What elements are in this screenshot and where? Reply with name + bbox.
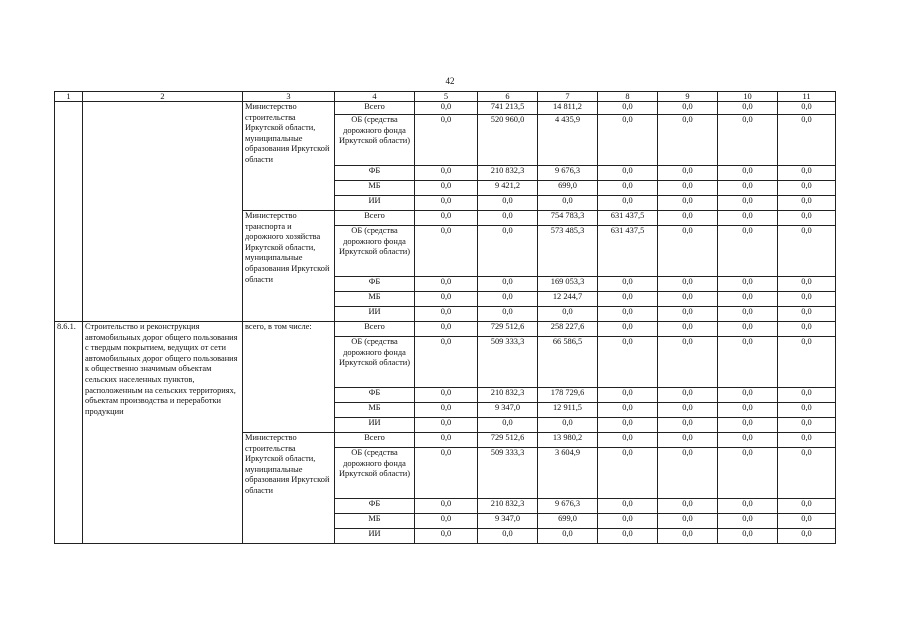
source-cell: Всего [335,102,415,115]
value-cell: 13 980,2 [538,433,598,448]
value-cell: 210 832,3 [478,388,538,403]
value-cell: 4 435,9 [538,115,598,166]
value-cell: 0,0 [415,166,478,181]
value-cell: 0,0 [778,196,836,211]
value-cell: 0,0 [598,181,658,196]
source-cell: ОБ (средства дорожного фонда Иркутской области) [335,226,415,277]
value-cell: 0,0 [658,529,718,544]
source-cell: ОБ (средства дорожного фонда Иркутской области) [335,115,415,166]
item-number-cell [55,102,83,322]
value-cell: 0,0 [538,529,598,544]
item-number-cell: 8.6.1. [55,322,83,544]
value-cell: 0,0 [415,292,478,307]
value-cell: 509 333,3 [478,337,538,388]
value-cell: 0,0 [598,166,658,181]
value-cell: 0,0 [658,514,718,529]
source-cell: МБ [335,181,415,196]
value-cell: 12 244,7 [538,292,598,307]
value-cell: 0,0 [718,166,778,181]
value-cell: 0,0 [778,166,836,181]
source-cell: ОБ (средства дорожного фонда Иркутской области) [335,448,415,499]
value-cell: 0,0 [718,115,778,166]
header-cell: 9 [658,92,718,102]
value-cell: 0,0 [538,307,598,322]
header-cell: 3 [243,92,335,102]
value-cell: 0,0 [658,337,718,388]
value-cell: 754 783,3 [538,211,598,226]
value-cell: 12 911,5 [538,403,598,418]
value-cell: 0,0 [718,307,778,322]
value-cell: 0,0 [778,181,836,196]
value-cell: 0,0 [658,181,718,196]
value-cell: 0,0 [778,499,836,514]
value-cell: 0,0 [478,529,538,544]
source-cell: ИИ [335,307,415,322]
value-cell: 9 347,0 [478,403,538,418]
header-cell: 2 [83,92,243,102]
value-cell: 0,0 [658,307,718,322]
value-cell: 0,0 [598,388,658,403]
value-cell: 0,0 [718,292,778,307]
value-cell: 210 832,3 [478,166,538,181]
source-cell: МБ [335,514,415,529]
value-cell: 0,0 [718,433,778,448]
value-cell: 0,0 [658,403,718,418]
value-cell: 0,0 [718,403,778,418]
funding-table [54,91,836,544]
value-cell: 0,0 [658,226,718,277]
value-cell: 0,0 [658,102,718,115]
value-cell: 0,0 [778,115,836,166]
value-cell: 0,0 [778,418,836,433]
value-cell: 0,0 [598,433,658,448]
value-cell: 9 347,0 [478,514,538,529]
value-cell: 0,0 [778,403,836,418]
item-name-cell: Строительство и реконструкция автомобильных дорог общего пользования с твердым покрытием, ведущих от сети автомобильных дорог общего пользования к общественно значимым объектам сельских населенных пунктов, расположенным на сельских территориях, объектам производства и переработки продукции [83,322,243,544]
value-cell: 0,0 [415,529,478,544]
value-cell: 0,0 [718,499,778,514]
source-cell: ФБ [335,499,415,514]
source-cell: МБ [335,403,415,418]
value-cell: 699,0 [538,181,598,196]
value-cell: 0,0 [718,322,778,337]
value-cell: 0,0 [478,418,538,433]
value-cell: 0,0 [415,322,478,337]
source-cell: ОБ (средства дорожного фонда Иркутской области) [335,337,415,388]
value-cell: 0,0 [478,292,538,307]
value-cell: 0,0 [658,448,718,499]
source-cell: ИИ [335,418,415,433]
value-cell: 0,0 [718,529,778,544]
value-cell: 0,0 [415,196,478,211]
header-cell: 10 [718,92,778,102]
value-cell: 0,0 [538,196,598,211]
value-cell: 14 811,2 [538,102,598,115]
value-cell: 0,0 [415,433,478,448]
value-cell: 0,0 [658,196,718,211]
value-cell: 0,0 [598,277,658,292]
executor-cell: Министерство строительства Иркутской области, муниципальные образования Иркутской области [243,102,335,211]
value-cell: 741 213,5 [478,102,538,115]
value-cell: 0,0 [598,403,658,418]
value-cell: 0,0 [598,514,658,529]
value-cell: 0,0 [598,292,658,307]
value-cell: 9 421,2 [478,181,538,196]
value-cell: 0,0 [598,322,658,337]
value-cell: 0,0 [598,448,658,499]
value-cell: 0,0 [415,211,478,226]
value-cell: 0,0 [658,322,718,337]
value-cell: 0,0 [598,529,658,544]
value-cell: 0,0 [415,418,478,433]
value-cell: 0,0 [478,196,538,211]
value-cell: 0,0 [658,388,718,403]
source-cell: ФБ [335,388,415,403]
value-cell: 573 485,3 [538,226,598,277]
source-cell: ИИ [335,196,415,211]
value-cell: 0,0 [415,115,478,166]
value-cell: 0,0 [415,307,478,322]
value-cell: 0,0 [718,337,778,388]
value-cell: 0,0 [658,166,718,181]
value-cell: 0,0 [415,277,478,292]
value-cell: 9 676,3 [538,499,598,514]
value-cell: 0,0 [598,115,658,166]
source-cell: МБ [335,292,415,307]
value-cell: 0,0 [415,226,478,277]
header-cell: 11 [778,92,836,102]
value-cell: 0,0 [598,337,658,388]
source-cell: ФБ [335,277,415,292]
header-cell: 8 [598,92,658,102]
value-cell: 631 437,5 [598,226,658,277]
value-cell: 0,0 [658,115,718,166]
value-cell: 210 832,3 [478,499,538,514]
value-cell: 0,0 [718,388,778,403]
item-name-cell [83,102,243,322]
value-cell: 0,0 [778,337,836,388]
value-cell: 0,0 [415,448,478,499]
value-cell: 0,0 [415,499,478,514]
source-cell: Всего [335,322,415,337]
value-cell: 509 333,3 [478,448,538,499]
executor-cell: Министерство транспорта и дорожного хозяйства Иркутской области, муниципальные образования Иркутской области [243,211,335,322]
value-cell: 0,0 [778,307,836,322]
value-cell: 0,0 [778,292,836,307]
value-cell: 0,0 [478,277,538,292]
value-cell: 0,0 [718,514,778,529]
value-cell: 0,0 [658,433,718,448]
value-cell: 729 512,6 [478,322,538,337]
value-cell: 0,0 [778,102,836,115]
header-cell: 5 [415,92,478,102]
value-cell: 631 437,5 [598,211,658,226]
value-cell: 0,0 [598,307,658,322]
value-cell: 0,0 [778,529,836,544]
value-cell: 0,0 [658,418,718,433]
source-cell: ИИ [335,529,415,544]
value-cell: 0,0 [718,196,778,211]
value-cell: 0,0 [598,196,658,211]
value-cell: 9 676,3 [538,166,598,181]
value-cell: 520 960,0 [478,115,538,166]
value-cell: 0,0 [598,499,658,514]
value-cell: 0,0 [778,388,836,403]
executor-cell: Министерство строительства Иркутской области, муниципальные образования Иркутской области [243,433,335,544]
header-cell: 7 [538,92,598,102]
value-cell: 258 227,6 [538,322,598,337]
header-cell: 1 [55,92,83,102]
value-cell: 0,0 [718,448,778,499]
value-cell: 0,0 [538,418,598,433]
value-cell: 3 604,9 [538,448,598,499]
value-cell: 178 729,6 [538,388,598,403]
value-cell: 0,0 [478,226,538,277]
value-cell: 0,0 [415,514,478,529]
value-cell: 699,0 [538,514,598,529]
value-cell: 0,0 [658,499,718,514]
value-cell: 0,0 [658,211,718,226]
value-cell: 0,0 [718,211,778,226]
value-cell: 66 586,5 [538,337,598,388]
value-cell: 169 053,3 [538,277,598,292]
page-number: 42 [445,76,455,86]
table-row [55,322,836,337]
value-cell: 0,0 [778,211,836,226]
value-cell: 0,0 [778,322,836,337]
value-cell: 0,0 [718,277,778,292]
value-cell: 0,0 [598,102,658,115]
value-cell: 0,0 [778,277,836,292]
value-cell: 0,0 [598,418,658,433]
value-cell: 0,0 [415,181,478,196]
value-cell: 0,0 [415,102,478,115]
value-cell: 0,0 [478,211,538,226]
source-cell: Всего [335,211,415,226]
value-cell: 0,0 [778,514,836,529]
source-cell: ФБ [335,166,415,181]
value-cell: 0,0 [718,226,778,277]
value-cell: 0,0 [658,277,718,292]
value-cell: 0,0 [718,102,778,115]
table-body [55,92,836,544]
value-cell: 0,0 [415,337,478,388]
value-cell: 729 512,6 [478,433,538,448]
value-cell: 0,0 [718,418,778,433]
value-cell: 0,0 [718,181,778,196]
header-cell: 4 [335,92,415,102]
value-cell: 0,0 [658,292,718,307]
executor-cell: всего, в том числе: [243,322,335,433]
header-cell: 6 [478,92,538,102]
value-cell: 0,0 [778,448,836,499]
value-cell: 0,0 [778,433,836,448]
value-cell: 0,0 [478,307,538,322]
value-cell: 0,0 [415,403,478,418]
value-cell: 0,0 [778,226,836,277]
header-row [55,92,836,102]
value-cell: 0,0 [415,388,478,403]
table-row [55,102,836,115]
source-cell: Всего [335,433,415,448]
